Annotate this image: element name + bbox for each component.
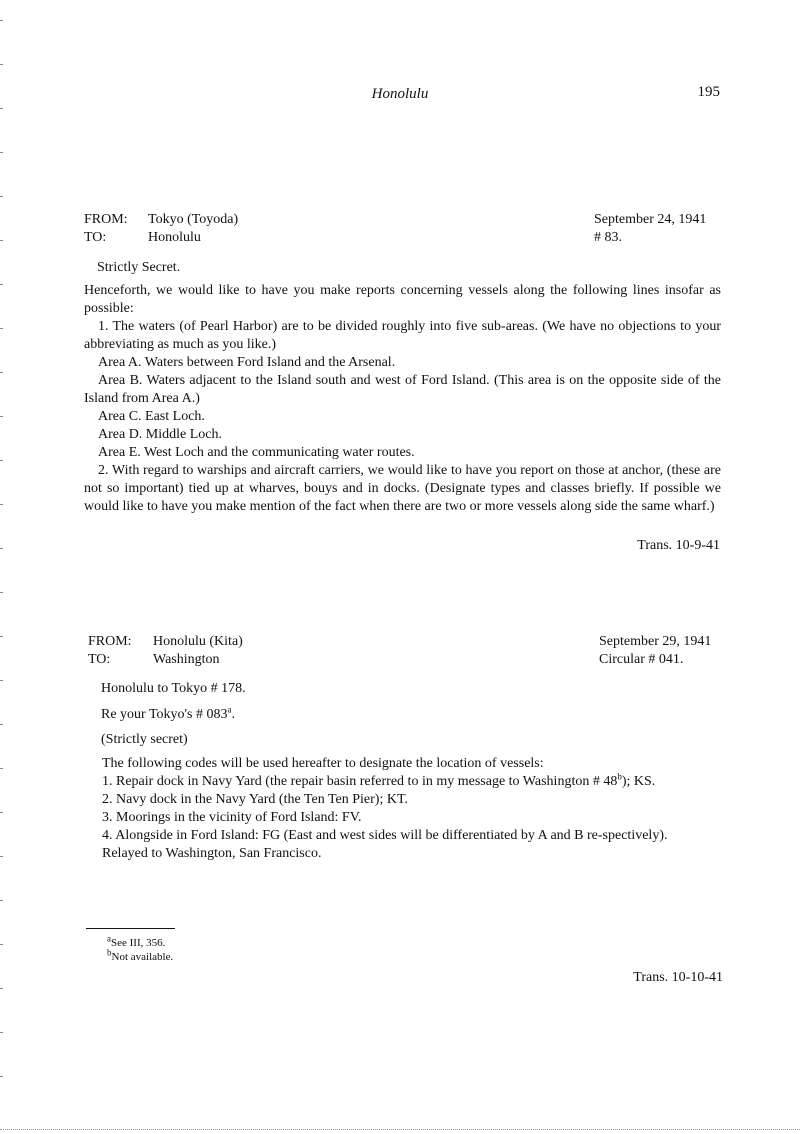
message2-body — [88, 755, 725, 863]
paragraph: Area C. East Loch. — [98, 409, 205, 424]
paragraph: Henceforth, we would like to have you make reports concerning vessels along the following lines insofar as possible: — [84, 283, 721, 316]
page-number: 195 — [697, 84, 720, 100]
paragraph: 3. Moorings in the vicinity of Ford Island: FV. — [102, 810, 362, 825]
footnote-rule — [86, 928, 175, 929]
margin-dots — [0, 20, 3, 1120]
paragraph: Area D. Middle Loch. — [98, 427, 223, 442]
from-value: Tokyo (Toyoda) — [148, 212, 239, 227]
message1-trans: Trans. 10-9-41 — [637, 538, 720, 553]
paragraph: 1. Repair dock in Navy Yard (the repair basin referred to in my message to Washington # 48$^b$); KS. — [102, 771, 656, 789]
message2-line1: Honolulu to Tokyo # 178. — [101, 681, 246, 696]
message1-date-block — [594, 211, 706, 247]
running-head-title: Honolulu — [371, 86, 429, 102]
to-label: TO: — [88, 652, 111, 667]
to-label: TO: — [84, 230, 107, 245]
message2-trans: Trans. 10-10-41 — [633, 970, 723, 985]
paragraph: Area A. Waters between Ford Island and the Arsenal. — [98, 355, 396, 370]
message1-header — [84, 211, 238, 247]
message2-line3: (Strictly secret) — [101, 732, 188, 747]
paragraph: 1. The waters (of Pearl Harbor) are to be divided roughly into five sub-areas. (We have no objections to your abbreviating as much as you like.) — [84, 319, 721, 352]
from-label: FROM: — [88, 634, 132, 649]
bottom-edge-dots — [0, 1129, 800, 1130]
paragraph: 4. Alongside in Ford Island: FG (East and west sides will be differentiated by A and B re-spectively). — [102, 828, 668, 843]
footnote: $^a$See III, 356. — [107, 933, 166, 949]
footnote: $^b$Not available. — [107, 947, 174, 963]
message2-header — [88, 633, 243, 669]
from-value: Honolulu (Kita) — [153, 634, 243, 649]
message2-number: Circular # 041. — [599, 652, 684, 667]
message1-date: September 24, 1941 — [594, 212, 707, 227]
from-label: FROM: — [84, 212, 128, 227]
paragraph: Area B. Waters adjacent to the Island south and west of Ford Island. (This area is on the opposite side of the Island from Area A.) — [84, 373, 721, 406]
message1-body — [84, 282, 721, 516]
paragraph: Area E. West Loch and the communicating water routes. — [98, 445, 415, 460]
paragraph: 2. With regard to warships and aircraft carriers, we would like to have you report on those at anchor, (these are not so important) tied up at wharves, bouys and in docks. (Designate types and classes briefly. If possible we would like to have you make mention of the fact when there are two or more vessels along side the same wharf.) — [84, 463, 721, 514]
message2-line2: Re your Tokyo's # 083$^a$. — [101, 704, 236, 722]
message1-number: # 83. — [594, 230, 622, 245]
message2-date: September 29, 1941 — [599, 634, 712, 649]
paragraph: 2. Navy dock in the Navy Yard (the Ten Ten Pier); KT. — [102, 792, 408, 807]
message1-classification: Strictly Secret. — [97, 260, 181, 275]
paragraph: The following codes will be used hereafter to designate the location of vessels: — [102, 756, 544, 771]
paragraph: Relayed to Washington, San Francisco. — [102, 846, 322, 861]
message2-date-block — [599, 633, 711, 669]
to-value: Washington — [153, 652, 220, 667]
to-value: Honolulu — [148, 230, 201, 245]
